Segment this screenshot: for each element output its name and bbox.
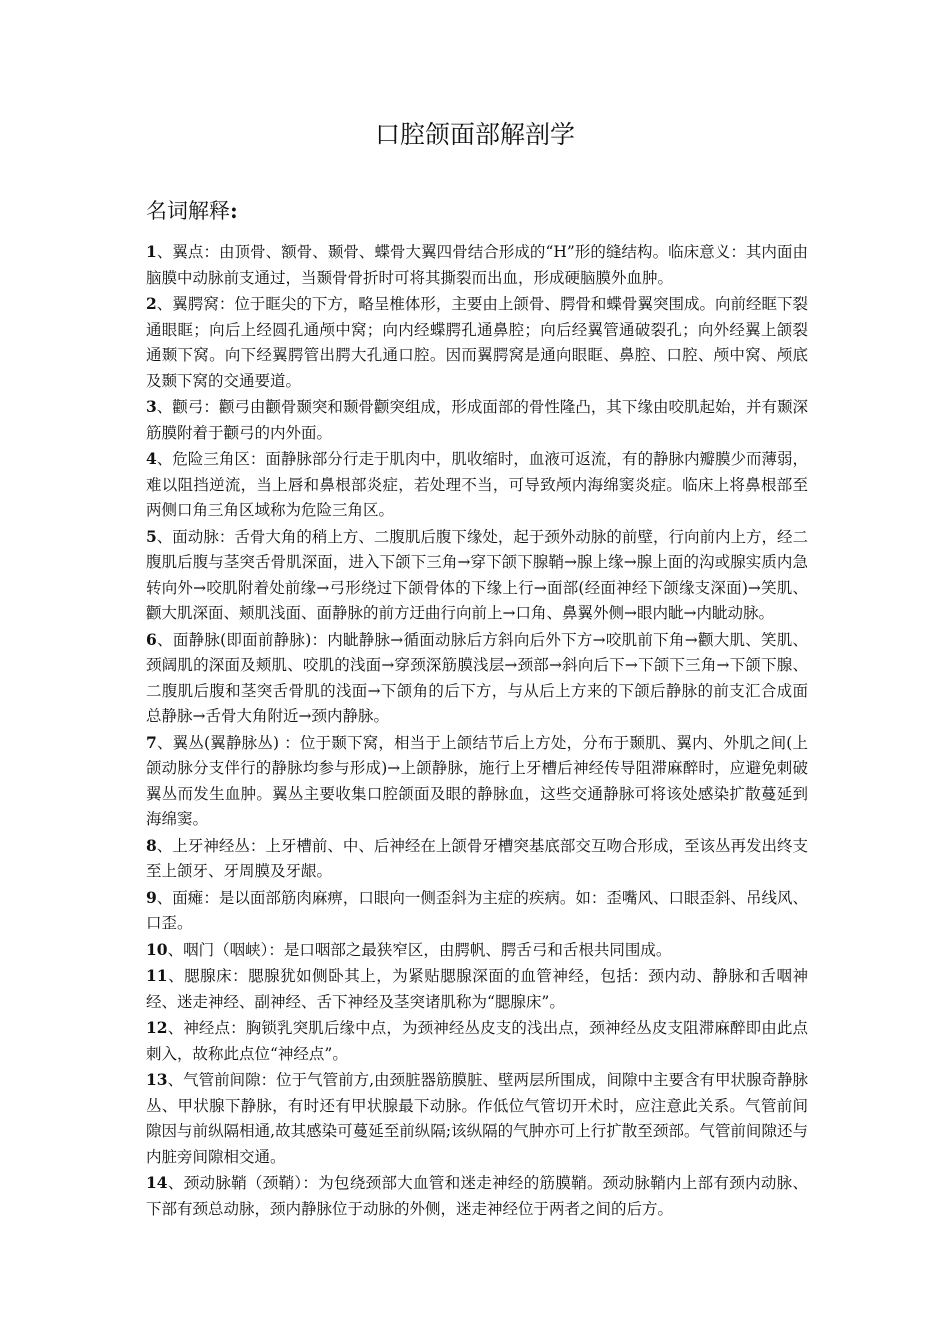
item-number: 10	[146, 939, 168, 959]
term-definition-list	[146, 239, 808, 1222]
item-definition-text: 、颈动脉鞘（颈鞘）：为包绕颈部大血管和迷走神经的筋膜鞘。颈动脉鞘内上部有颈内动脉、下部有颈总动脉，颈内静脉位于动脉的外侧，迷走神经位于两者之间的后方。	[146, 1174, 808, 1218]
term-definition-item	[146, 239, 808, 291]
item-number: 3	[146, 397, 157, 416]
item-number: 6	[146, 629, 157, 649]
term-definition-item	[146, 885, 808, 937]
item-number: 12	[146, 1018, 168, 1037]
term-definition-item	[146, 291, 808, 394]
item-definition-text: 、颧弓：颧弓由颧骨颞突和颞骨颧突组成，形成面部的骨性隆凸，其下缘由咬肌起始，并有颞深筋膜附着于颧弓的内外面。	[146, 398, 808, 442]
item-definition-text: 、面瘫：是以面部筋肉麻痹，口眼向一侧歪斜为主症的疾病。如：歪嘴风、口眼歪斜、吊线风、口歪。	[146, 888, 808, 932]
item-definition-text: 、上牙神经丛：上牙槽前、中、后神经在上颌骨牙槽突基底部交互吻合形成，至该丛再发出终支至上颌牙、牙周膜及牙龈。	[146, 836, 808, 880]
item-number: 7	[146, 732, 157, 752]
item-definition-text: 、危险三角区：面静脉部分行走于肌肉中，肌收缩时，血液可返流，有的静脉内瓣膜少而薄弱，难以阻挡逆流，当上唇和鼻根部炎症，若处理不当，可导致颅内海绵窦炎症。临床上将鼻根部至两侧口角三角区域称为危险三角区。	[146, 450, 808, 519]
section-heading-text: 名词解释	[146, 199, 230, 223]
item-number: 13	[146, 1070, 168, 1089]
term-definition-item	[146, 937, 808, 964]
term-definition-item	[146, 446, 808, 524]
item-number: 4	[146, 449, 157, 468]
item-number: 5	[146, 526, 157, 546]
term-definition-item	[146, 627, 808, 730]
item-definition-text: 、翼丛(翼静脉丛) ：位于颞下窝，相当于上颌结节后上方处，分布于颞肌、翼内、外肌之间(上颌动脉分支伴行的静脉均参与形成)→上颌静脉，施行上牙槽后神经传导阻滞麻醉时，应避免刺破翼丛而发生血肿。翼丛主要收集口腔颌面及眼的静脉血，这些交通静脉可将该处感染扩散蔓延到海绵窦。	[146, 733, 808, 828]
item-definition-text: 、面动脉：舌骨大角的稍上方、二腹肌后腹下缘处，起于颈外动脉的前壁，行向前内上方，经二腹肌后腹与茎突舌骨肌深面，进入下颌下三角→穿下颌下腺鞘→腺上缘→腺上面的沟或腺实质内急转向外→咬肌附着处前缘→弓形绕过下颌骨体的下缘上行→面部(经面神经下颌缘支深面)→笑肌、颧大肌深面、颊肌浅面、面静脉的前方迂曲行向前上→口角、鼻翼外侧→眼内眦→内眦动脉。	[146, 527, 808, 622]
item-definition-text: 、翼腭窝：位于眶尖的下方，略呈椎体形，主要由上颌骨、腭骨和蝶骨翼突围成。向前经眶下裂通眼眶；向后上经圆孔通颅中窝；向内经蝶腭孔通鼻腔；向后经翼管通破裂孔；向外经翼上颌裂通颞下窝。向下经翼腭管出腭大孔通口腔。因而翼腭窝是通向眼眶、鼻腔、口腔、颅中窝、颅底及颞下窝的交通要道。	[146, 295, 808, 390]
term-definition-item	[146, 730, 808, 833]
item-definition-text: 、咽门（咽峡）：是口咽部之最狭窄区，由腭帆、腭舌弓和舌根共同围成。	[167, 940, 672, 959]
term-definition-item	[146, 1015, 808, 1067]
term-definition-item	[146, 963, 808, 1015]
term-definition-item	[146, 1067, 808, 1170]
term-definition-item	[146, 1170, 808, 1222]
item-number: 9	[146, 887, 157, 907]
item-number: 14	[146, 1173, 168, 1192]
term-definition-item	[146, 524, 808, 627]
term-definition-item	[146, 833, 808, 885]
item-number: 2	[146, 294, 157, 313]
section-heading-colon: :	[230, 198, 238, 223]
item-number: 11	[146, 966, 168, 985]
document-title: 口腔颌面部解剖学	[374, 120, 575, 149]
item-definition-text: 、翼点：由顶骨、额骨、颞骨、蝶骨大翼四骨结合形成的“H”形的缝结构。临床意义：其内面由脑膜中动脉前支通过，当颞骨骨折时可将其撕裂而出血，形成硬脑膜外血肿。	[146, 243, 808, 287]
item-definition-text: 、神经点：胸锁乳突肌后缘中点，为颈神经丛皮支的浅出点，颈神经丛皮支阻滞麻醉即由此点刺入，故称此点位“神经点”。	[146, 1019, 808, 1063]
item-definition-text: 、气管前间隙：位于气管前方,由颈脏器筋膜脏、壁两层所围成，间隙中主要含有甲状腺奇静脉丛、甲状腺下静脉，有时还有甲状腺最下动脉。作低位气管切开术时，应注意此关系。气管前间隙因与前纵隔相通,故其感染可蔓延至前纵隔;该纵隔的气肿亦可上行扩散至颈部。气管前间隙还与内脏旁间隙相交通。	[146, 1071, 809, 1166]
item-number: 8	[146, 835, 157, 855]
item-definition-text: 、腮腺床：腮腺犹如侧卧其上，为紧贴腮腺深面的血管神经，包括：颈内动、静脉和舌咽神经、迷走神经、副神经、舌下神经及茎突诸肌称为“腮腺床”。	[146, 967, 808, 1011]
term-definition-item	[146, 394, 808, 446]
section-heading	[146, 196, 238, 226]
item-number: 1	[146, 242, 157, 261]
item-definition-text: 、面静脉(即面前静脉)：内眦静脉→循面动脉后方斜向后外下方→咬肌前下角→颧大肌、笑肌、颈阔肌的深面及颊肌、咬肌的浅面→穿颈深筋膜浅层→颈部→斜向后下→下颌下三角→下颌下腺、二腹肌后腹和茎突舌骨肌的浅面→下颌角的后下方，与从后上方来的下颌后静脉的前支汇合成面总静脉→舌骨大角附近→颈内静脉。	[146, 630, 808, 725]
